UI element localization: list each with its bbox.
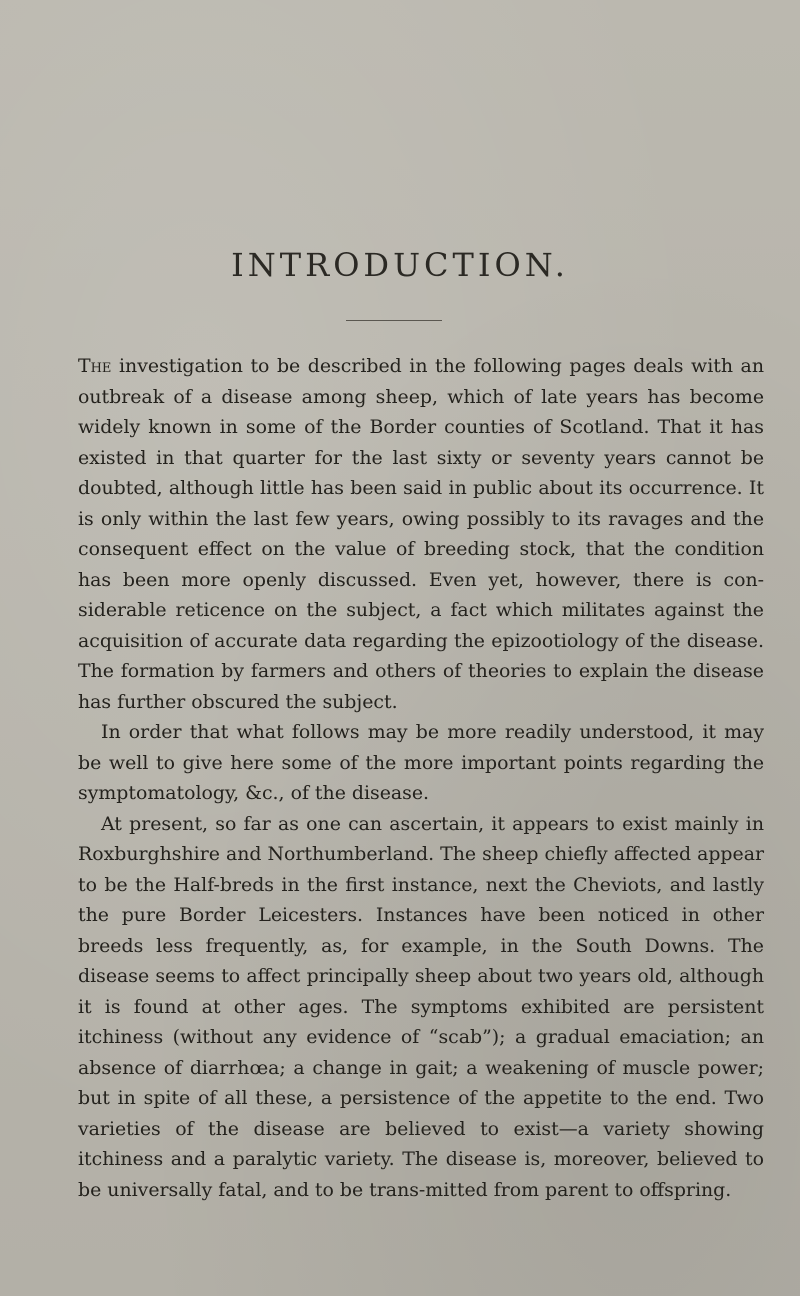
paragraph-lead-word: The — [78, 355, 112, 377]
paragraph-2: In order that what follows may be more readily understood, it may be well to give here some of the more important points regarding the symptomatology, &c., of the disease. — [78, 721, 764, 804]
page-title: INTRODUCTION. — [231, 246, 569, 284]
paragraph-3: At present, so far as one can ascertain, it appears to exist mainly in Roxburghshire and Northumberland. The sheep chiefly affected appear to be the Half-breds in the first instance, next the Cheviots, and lastly the pure Border Leicesters. Instances have been noticed in other breeds less frequently, as, for example, in the South Downs. The disease seems to affect principally sheep about two years old, although it is found at other ages. The symptoms exhibited are persistent itchiness (without any evidence of “scab”); a gradual emaciation; an absence of diarrhœa; a change in gait; a weakening of muscle power; but in spite of all these, a persistence of the appetite to the end. Two varieties of the disease are believed to exist—a variety showing itchiness and a paralytic variety. The disease is, moreover, believed to be universally fatal, and to be trans-mitted from parent to offspring. — [78, 812, 764, 1201]
body-text — [78, 351, 764, 1205]
paragraph-1-text: investigation to be described in the following pages deals with an outbreak of a disease among sheep, which of late years has become widely known in some of the Border counties of Scotland. That it has existed in that quarter for the last sixty or seventy years cannot be doubted, although little has been said in public about its occurrence. It is only within the last few years, owing possibly to its ravages and the consequent effect on the value of breeding stock, that the condition has been more openly discussed. Even yet, however, there is con-siderable reticence on the subject, a fact which militates against the acquisition of accurate data regarding the epizootiology of the disease. The formation by farmers and others of theories to explain the disease has further obscured the subject. — [78, 355, 764, 713]
title-rule — [346, 320, 442, 321]
paragraph-1 — [78, 351, 764, 717]
